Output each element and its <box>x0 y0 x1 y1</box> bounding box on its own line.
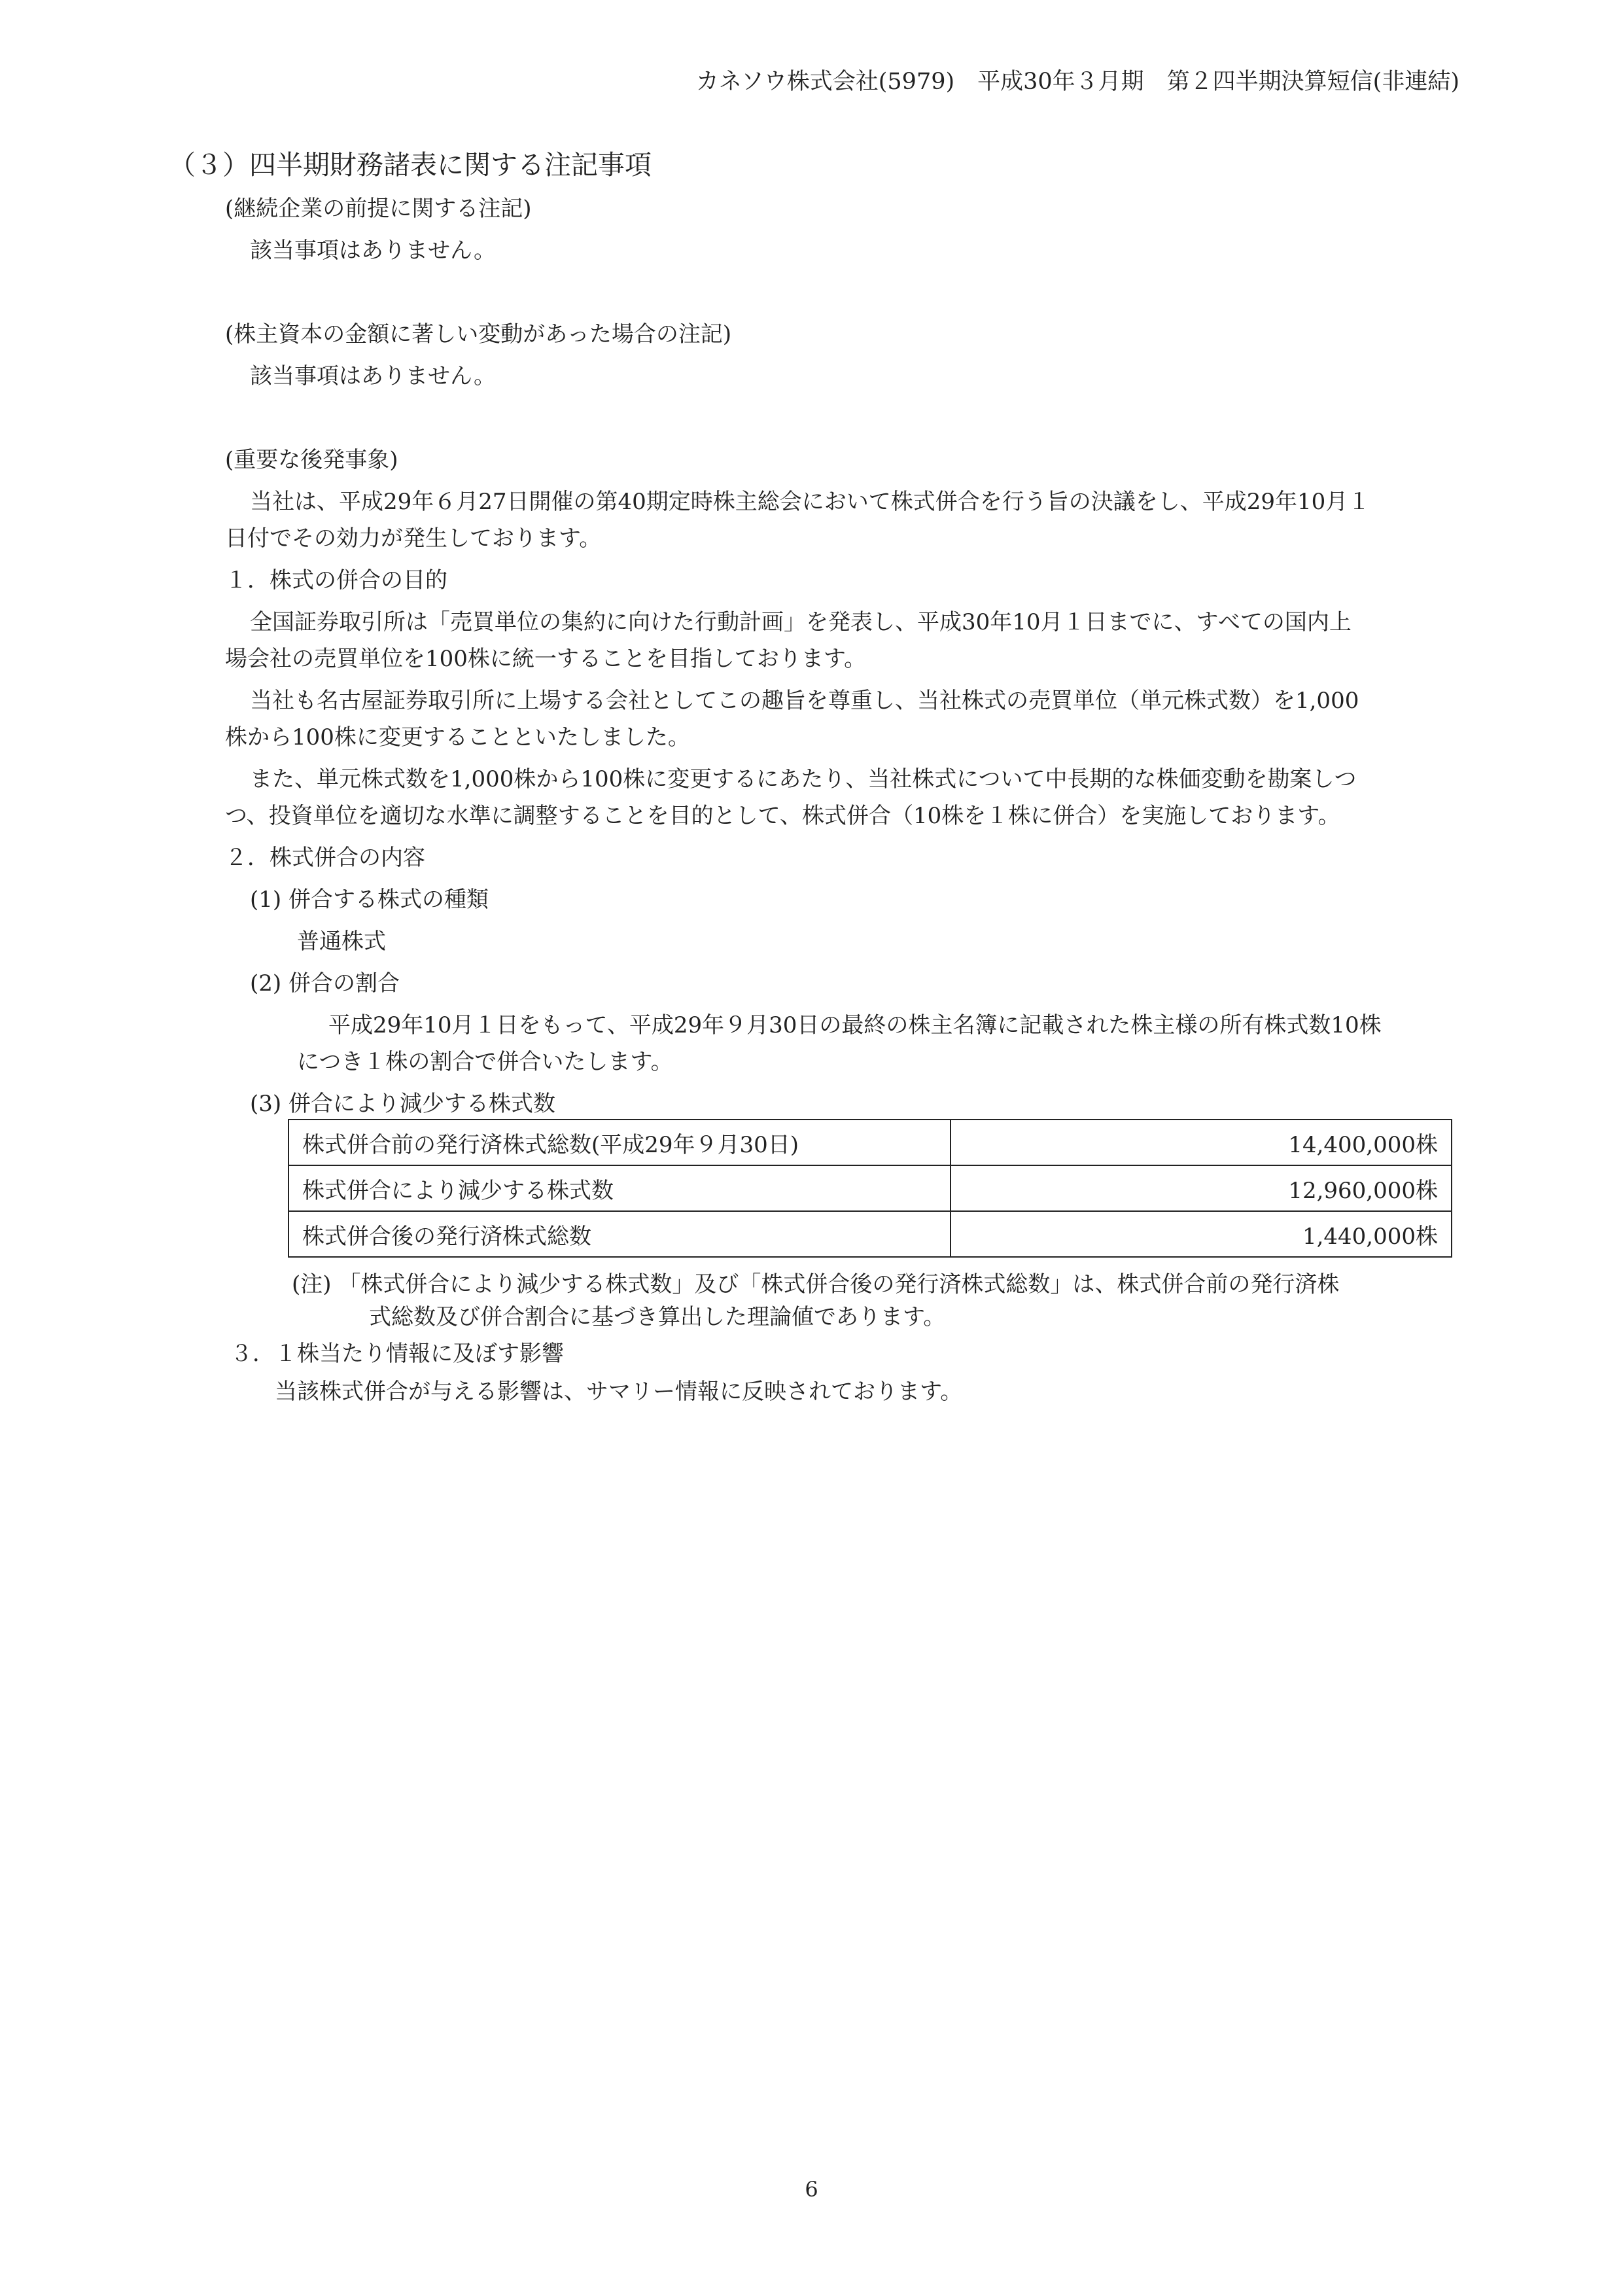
item2-sub2-line1: 平成29年10月１日をもって、平成29年９月30日の最終の株主名簿に記載された株主様の所有株式数10株 <box>328 1012 1382 1038</box>
table-row <box>288 1211 1452 1257</box>
table-cell-label: 株式併合により減少する株式数 <box>288 1165 951 1211</box>
table-note-line1: (注) 「株式併合により減少する株式数」及び「株式併合後の発行済株式総数」は、株式併合前の発行済株 <box>292 1271 1340 1298</box>
table-row <box>288 1120 1452 1165</box>
table-note-line2: 式総数及び併合割合に基づき算出した理論値であります。 <box>369 1304 946 1330</box>
subsequent-events-intro-line1: 当社は、平成29年６月27日開催の第40期定時株主総会において株式併合を行う旨の決議をし、平成29年10月１ <box>250 489 1370 515</box>
item1-p3-line1: また、単元株式数を1,000株から100株に変更するにあたり、当社株式について中長期的な株価変動を勘案しつ <box>250 766 1357 792</box>
table-row <box>288 1165 1452 1211</box>
table-cell-label: 株式併合後の発行済株式総数 <box>288 1211 951 1257</box>
item2-title: ２．株式併合の内容 <box>225 845 425 871</box>
page-header: カネソウ株式会社(5979) 平成30年３月期 第２四半期決算短信(非連結) <box>695 69 1459 95</box>
item1-p2-line2: 株から100株に変更することといたしました。 <box>225 724 690 751</box>
going-concern-heading: (継続企業の前提に関する注記) <box>225 196 532 222</box>
section-title: （３）四半期財務諸表に関する注記事項 <box>169 149 652 181</box>
item3-title: ３．１株当たり情報に及ぼす影響 <box>230 1341 564 1367</box>
item2-sub2-title: (2) 併合の割合 <box>250 970 400 997</box>
item3-body: 当該株式併合が与える影響は、サマリー情報に反映されております。 <box>275 1379 963 1405</box>
item2-sub1-body: 普通株式 <box>297 928 386 955</box>
equity-change-body: 該当事項はありません。 <box>250 363 497 389</box>
subsequent-events-intro-line2: 日付でその効力が発生しております。 <box>225 525 602 552</box>
page-number: 6 <box>805 2177 818 2202</box>
share-consolidation-table <box>288 1119 1452 1258</box>
table-cell-value: 12,960,000株 <box>951 1165 1452 1211</box>
item2-sub3-title: (3) 併合により減少する株式数 <box>250 1091 555 1117</box>
table-cell-label: 株式併合前の発行済株式総数(平成29年９月30日) <box>288 1120 951 1165</box>
table-cell-value: 14,400,000株 <box>951 1120 1452 1165</box>
item1-p1-line2: 場会社の売買単位を100株に統一することを目指しております。 <box>225 646 867 672</box>
item1-p3-line2: つ、投資単位を適切な水準に調整することを目的として、株式併合（10株を１株に併合）を実施しております。 <box>225 803 1340 829</box>
table-cell-value: 1,440,000株 <box>951 1211 1452 1257</box>
going-concern-body: 該当事項はありません。 <box>250 238 497 264</box>
item1-title: １．株式の併合の目的 <box>225 567 447 593</box>
equity-change-heading: (株主資本の金額に著しい変動があった場合の注記) <box>225 321 732 347</box>
item1-p1-line1: 全国証券取引所は「売買単位の集約に向けた行動計画」を発表し、平成30年10月１日までに、すべての国内上 <box>250 609 1352 635</box>
item2-sub2-line2: につき１株の割合で併合いたします。 <box>297 1049 673 1075</box>
item1-p2-line1: 当社も名古屋証券取引所に上場する会社としてこの趣旨を尊重し、当社株式の売買単位（単元株式数）を1,000 <box>250 688 1359 714</box>
item2-sub1-title: (1) 併合する株式の種類 <box>250 887 489 913</box>
subsequent-events-heading: (重要な後発事象) <box>225 447 398 473</box>
